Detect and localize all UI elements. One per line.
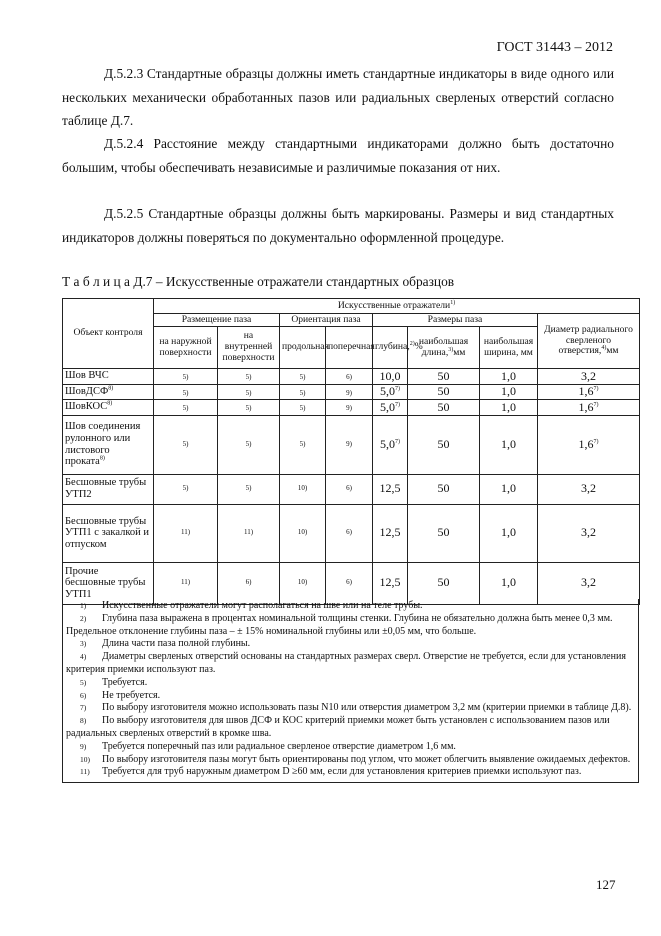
footnotes-cell — [63, 599, 639, 783]
object-cell: ШовКОС$^{8)}$ — [63, 400, 154, 416]
outer-surface-cell: 11) — [154, 562, 218, 604]
outer-surface-cell: 5) — [154, 384, 218, 400]
footnote-mark: 6) — [80, 690, 87, 700]
width-cell: 1,0 — [480, 474, 538, 504]
length-cell: 50 — [408, 415, 480, 474]
footnote — [66, 677, 635, 690]
paragraph-d-5-2-5: Д.5.2.5 Стандартные образцы должны быть маркированы. Размеры и вид стандартных индикаторов должны поверяться по документально оформленной процедуре. — [62, 206, 614, 245]
footnote-mark: 2) — [80, 613, 87, 623]
footnote-mark: 1) — [80, 601, 87, 610]
header-diameter: Диаметр радиального сверленого отверстия,$^{4)}$мм — [538, 314, 640, 369]
footnote-text: Глубина паза выражена в процентах номинальной толщины стенки. Глубина не обязательно должна быть менее 0,3 мм. Предельное отклонение глубины паза – ± 15% номинальной глубины или ±0,05 мм, что больше. — [66, 612, 613, 637]
footnote — [66, 613, 635, 639]
depth-cell: 12,5 — [373, 562, 408, 604]
footnote-mark: 8) — [80, 716, 87, 726]
object-cell: ШовДСФ$^{8)}$ — [63, 384, 154, 400]
table-row — [63, 400, 640, 416]
footnote — [66, 702, 635, 715]
longitudinal-cell: 10) — [280, 504, 326, 562]
transverse-cell: 9) — [326, 384, 373, 400]
document-header: ГОСТ 31443 – 2012 — [496, 40, 613, 55]
header-max-width: наибольшая ширина, мм — [480, 327, 538, 369]
table-footnotes — [62, 599, 639, 783]
table-row — [63, 415, 640, 474]
paragraph-d-5-2-3: Д.5.2.3 Стандартные образцы должны иметь стандартные индикаторы в виде одного или нескольких механически обработанных пазов или радиальных сверленых отверстий согласно таблице Д.7. — [62, 66, 614, 128]
footnote-text: По выбору изготовителя пазы могут быть ориентированы под углом, что может облегчить выявление ожидаемых дефектов. — [102, 753, 631, 765]
inner-surface-cell: 6) — [218, 562, 280, 604]
footnote-mark: 7) — [80, 703, 87, 713]
reflectors-table — [62, 298, 640, 605]
footnote-text: Искусственные отражатели могут располагаться на шве или на теле трубы. — [102, 600, 423, 611]
depth-cell: 5,0$^{7)}$ — [373, 384, 408, 400]
footnote — [66, 741, 635, 754]
longitudinal-cell: 5) — [280, 400, 326, 416]
header-sizes: Размеры паза — [373, 314, 538, 327]
outer-surface-cell: 5) — [154, 415, 218, 474]
table-row — [63, 562, 640, 604]
footnote-text: По выбору изготовителя можно использовать пазы N10 или отверстия диаметром 3,2 мм (критерии приемки в таблице Д.8). — [102, 702, 632, 714]
length-cell: 50 — [408, 369, 480, 385]
footnote-mark: 5) — [80, 677, 87, 687]
depth-cell: 12,5 — [373, 474, 408, 504]
length-cell: 50 — [408, 400, 480, 416]
table-body — [63, 369, 640, 605]
object-cell: Бесшовные трубы УТП1 с закалкой и отпуском — [63, 504, 154, 562]
page-number: 127 — [596, 877, 616, 892]
depth-cell: 12,5 — [373, 504, 408, 562]
diameter-cell: 1,6$^{7)}$ — [538, 415, 640, 474]
length-cell: 50 — [408, 504, 480, 562]
object-cell: Шов ВЧС — [63, 369, 154, 385]
inner-surface-cell: 5) — [218, 369, 280, 385]
table-row — [63, 369, 640, 385]
width-cell: 1,0 — [480, 400, 538, 416]
depth-cell: 10,0 — [373, 369, 408, 385]
footnote-text: Требуется поперечный паз или радиальное сверленое отверстие диаметром 1,6 мм. — [102, 740, 456, 752]
depth-cell: 5,0$^{7)}$ — [373, 400, 408, 416]
footnote — [66, 600, 635, 613]
longitudinal-cell: 5) — [280, 369, 326, 385]
longitudinal-cell: 10) — [280, 562, 326, 604]
header-orientation: Ориентация паза — [280, 314, 373, 327]
width-cell: 1,0 — [480, 415, 538, 474]
footnote — [66, 690, 635, 703]
width-cell: 1,0 — [480, 562, 538, 604]
footnote — [66, 766, 635, 779]
footnote — [66, 754, 635, 767]
transverse-cell: 6) — [326, 562, 373, 604]
table-caption: Т а б л и ц а Д.7 – Искусственные отражатели стандартных образцов — [62, 274, 455, 289]
object-cell: Прочие бесшовные трубы УТП1 — [63, 562, 154, 604]
transverse-cell: 9) — [326, 415, 373, 474]
footnote-text: По выбору изготовителя для швов ДСФ и КОС критерий приемки может быть установлен с использованием пазов или радиальных сверленых отверстий в кромке шва. — [66, 715, 610, 739]
width-cell: 1,0 — [480, 384, 538, 400]
longitudinal-cell: 10) — [280, 474, 326, 504]
transverse-cell: 6) — [326, 474, 373, 504]
inner-surface-cell: 5) — [218, 474, 280, 504]
object-cell: Бесшовные трубы УТП2 — [63, 474, 154, 504]
paragraph-d-5-2-4: Д.5.2.4 Расстояние между стандартными индикаторами должно быть достаточно большим, чтобы обеспечивать независимые и различимые показания от них. — [62, 136, 614, 175]
width-cell: 1,0 — [480, 369, 538, 385]
footnote-mark: 3) — [80, 639, 87, 649]
transverse-cell: 6) — [326, 504, 373, 562]
longitudinal-cell: 5) — [280, 384, 326, 400]
depth-cell: 5,0$^{7)}$ — [373, 415, 408, 474]
inner-surface-cell: 11) — [218, 504, 280, 562]
header-object: Объект контроля — [63, 299, 154, 369]
header-outer-surface: на наружной поверхности — [154, 327, 218, 369]
outer-surface-cell: 5) — [154, 400, 218, 416]
header-reflectors: Искусственные отражатели$^{1)}$ — [154, 299, 640, 314]
header-transverse: поперечная — [326, 327, 373, 369]
transverse-cell: 6) — [326, 369, 373, 385]
length-cell: 50 — [408, 384, 480, 400]
footnote-mark: 10) — [80, 754, 90, 764]
inner-surface-cell: 5) — [218, 384, 280, 400]
outer-surface-cell: 5) — [154, 369, 218, 385]
transverse-cell: 9) — [326, 400, 373, 416]
object-cell: Шов соединения рулонного или листового проката$^{8)}$ — [63, 415, 154, 474]
length-cell: 50 — [408, 474, 480, 504]
header-longitudinal: продольная — [280, 327, 326, 369]
diameter-cell: 1,6$^{7)}$ — [538, 384, 640, 400]
outer-surface-cell: 11) — [154, 504, 218, 562]
footnote-mark: 11) — [80, 767, 90, 777]
table-row — [63, 384, 640, 400]
header-depth: глубина,$^{2)}$% — [373, 327, 408, 369]
header-inner-surface: на внутренней поверхности — [218, 327, 280, 369]
footnote-text: Требуется для труб наружным диаметром D ≥60 мм, если для установления критериев приемки используют паз. — [102, 766, 582, 778]
footnote — [66, 638, 635, 651]
diameter-cell: 3,2 — [538, 504, 640, 562]
inner-surface-cell: 5) — [218, 400, 280, 416]
footnote-mark: 4) — [80, 652, 87, 662]
diameter-cell: 1,6$^{7)}$ — [538, 400, 640, 416]
footnote-text: Не требуется. — [102, 689, 161, 701]
table-row — [63, 504, 640, 562]
table-row — [63, 474, 640, 504]
longitudinal-cell: 5) — [280, 415, 326, 474]
footnote — [66, 651, 635, 677]
diameter-cell: 3,2 — [538, 474, 640, 504]
footnote — [66, 715, 635, 741]
outer-surface-cell: 5) — [154, 474, 218, 504]
footnote-text: Диаметры сверленых отверстий основаны на стандартных размерах сверл. Отверстие не требуется, если для установления критерия приемки используют паз. — [66, 651, 626, 675]
footnote-mark: 9) — [80, 741, 87, 751]
header-placement: Размещение паза — [154, 314, 280, 327]
footnote-text: Требуется. — [102, 676, 148, 688]
diameter-cell: 3,2 — [538, 369, 640, 385]
footnote-text: Длина части паза полной глубины. — [102, 638, 251, 650]
length-cell: 50 — [408, 562, 480, 604]
header-max-length: наибольшая длина,$^{3)}$мм — [408, 327, 480, 369]
inner-surface-cell: 5) — [218, 415, 280, 474]
width-cell: 1,0 — [480, 504, 538, 562]
diameter-cell: 3,2 — [538, 562, 640, 604]
